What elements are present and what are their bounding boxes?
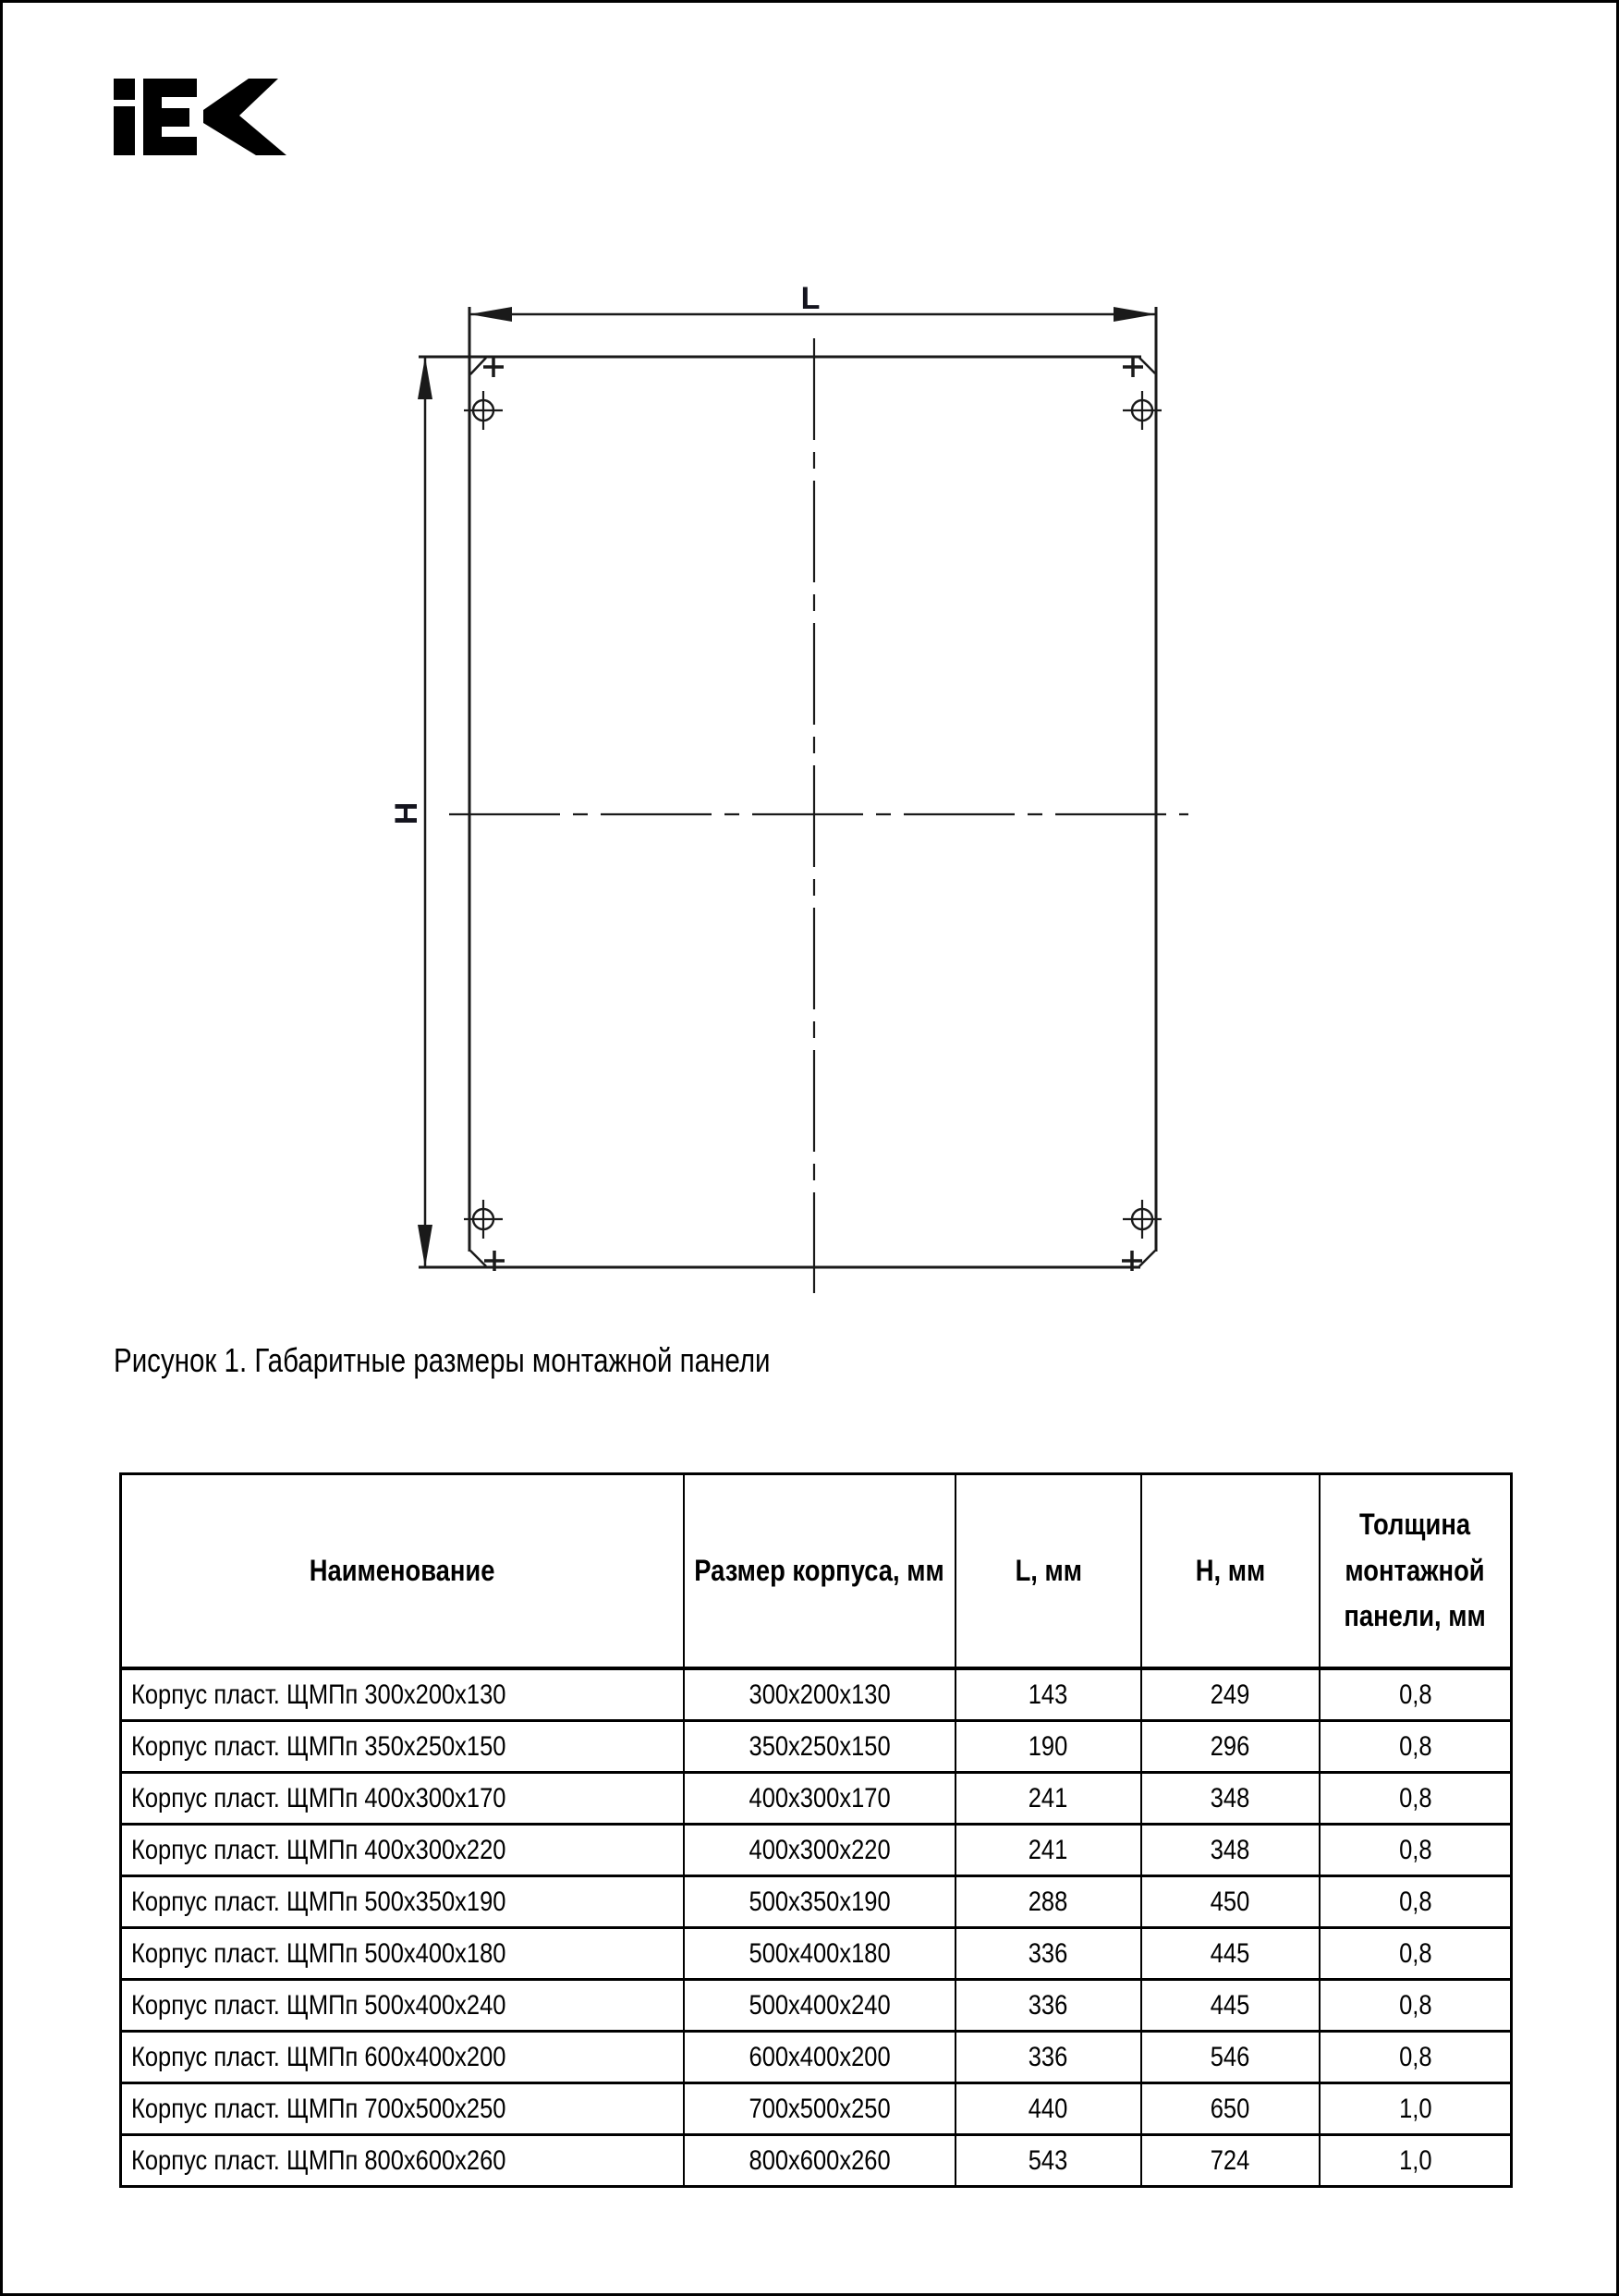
cell-text: 500х350х190 bbox=[749, 1886, 891, 1917]
cell-value bbox=[1141, 1980, 1320, 2032]
cell-product-name bbox=[121, 1928, 685, 1980]
cell-text: 543 bbox=[1029, 2144, 1068, 2176]
dim-arrow-left bbox=[469, 307, 512, 322]
cell-value bbox=[1320, 2083, 1512, 2135]
cell-text: 445 bbox=[1211, 1937, 1250, 1969]
corner-chamfer bbox=[470, 1251, 486, 1266]
cell-value bbox=[956, 1668, 1142, 1721]
cell-text: 249 bbox=[1211, 1679, 1250, 1710]
cell-text: 348 bbox=[1211, 1834, 1250, 1865]
cell-value bbox=[1141, 1928, 1320, 1980]
cell-text: 546 bbox=[1211, 2041, 1250, 2072]
cell-text: 348 bbox=[1211, 1782, 1250, 1814]
cell-text: Корпус пласт. ЩМПп 350х250х150 bbox=[131, 1730, 506, 1762]
table-row bbox=[121, 1773, 1512, 1825]
cell-text: 336 bbox=[1029, 1989, 1068, 2021]
cell-value bbox=[956, 1773, 1142, 1825]
cell-text: Корпус пласт. ЩМПп 500х350х190 bbox=[131, 1886, 506, 1917]
iek-logo-glyphs bbox=[114, 79, 286, 155]
cell-text: Корпус пласт. ЩМПп 400х300х170 bbox=[131, 1782, 506, 1814]
cell-value bbox=[956, 1980, 1142, 2032]
table-row bbox=[121, 2032, 1512, 2083]
cell-value bbox=[1320, 1721, 1512, 1773]
cell-text: 336 bbox=[1029, 2041, 1068, 2072]
cell-text: Корпус пласт. ЩМПп 300х200х130 bbox=[131, 1679, 506, 1710]
cell-value bbox=[1320, 1876, 1512, 1928]
cell-value bbox=[684, 1928, 955, 1980]
cell-value bbox=[1141, 2083, 1320, 2135]
cell-text: 0,8 bbox=[1398, 1886, 1432, 1917]
cell-value bbox=[1320, 1825, 1512, 1876]
col-header-size: Размер корпуса, мм bbox=[684, 1474, 955, 1669]
cell-text: 336 bbox=[1029, 1937, 1068, 1969]
cell-text: 241 bbox=[1029, 1834, 1068, 1865]
table-row bbox=[121, 1825, 1512, 1876]
cell-product-name bbox=[121, 1980, 685, 2032]
table-row bbox=[121, 1980, 1512, 2032]
cell-text: 350х250х150 bbox=[749, 1730, 891, 1762]
cell-value bbox=[684, 1876, 955, 1928]
dim-arrow-right bbox=[1114, 307, 1156, 322]
figure-caption-text: Рисунок 1. Габаритные размеры монтажной панели bbox=[114, 1341, 771, 1379]
cell-text: 143 bbox=[1029, 1679, 1068, 1710]
cell-value bbox=[1320, 2032, 1512, 2083]
table-row bbox=[121, 2135, 1512, 2187]
cell-value bbox=[1320, 1980, 1512, 2032]
cell-value bbox=[1141, 1721, 1320, 1773]
cell-value bbox=[684, 1980, 955, 2032]
cell-text: Корпус пласт. ЩМПп 500х400х180 bbox=[131, 1937, 506, 1969]
cell-text: Корпус пласт. ЩМПп 500х400х240 bbox=[131, 1989, 506, 2021]
table-header-row bbox=[121, 1474, 1512, 1669]
cell-text: 400х300х220 bbox=[749, 1834, 891, 1865]
cell-value bbox=[1141, 2032, 1320, 2083]
cell-value bbox=[1320, 2135, 1512, 2187]
cell-product-name bbox=[121, 1668, 685, 1721]
cell-value bbox=[956, 1928, 1142, 1980]
table-body bbox=[121, 1668, 1512, 2187]
cell-product-name bbox=[121, 1876, 685, 1928]
cell-product-name bbox=[121, 2083, 685, 2135]
cell-value bbox=[1141, 1876, 1320, 1928]
cell-text: 445 bbox=[1211, 1989, 1250, 2021]
cell-text: 0,8 bbox=[1398, 1989, 1432, 2021]
cell-text: 0,8 bbox=[1398, 1834, 1432, 1865]
col-header-thickness: Толщина монтажной панели, мм bbox=[1320, 1474, 1512, 1669]
cell-value bbox=[684, 1773, 955, 1825]
dim-arrow-up bbox=[418, 357, 432, 399]
col-header-l: L, мм bbox=[956, 1474, 1142, 1669]
cell-text: 300х200х130 bbox=[749, 1679, 891, 1710]
cell-value bbox=[1320, 1773, 1512, 1825]
cell-value bbox=[956, 1825, 1142, 1876]
cell-text: 1,0 bbox=[1398, 2093, 1432, 2124]
cell-value bbox=[684, 2135, 955, 2187]
cell-value bbox=[956, 2083, 1142, 2135]
table-row bbox=[121, 1668, 1512, 1721]
cell-value bbox=[684, 2083, 955, 2135]
panel-dimension-drawing bbox=[372, 280, 1223, 1306]
cell-text: 724 bbox=[1211, 2144, 1250, 2176]
cell-product-name bbox=[121, 2032, 685, 2083]
col-header-h: Н, мм bbox=[1141, 1474, 1320, 1669]
cell-text: 450 bbox=[1211, 1886, 1250, 1917]
spec-table bbox=[119, 1472, 1513, 2188]
dim-arrow-down bbox=[418, 1225, 432, 1267]
cell-text: 500х400х180 bbox=[749, 1937, 891, 1969]
cell-value bbox=[956, 2135, 1142, 2187]
cell-text: 650 bbox=[1211, 2093, 1250, 2124]
cell-text: 1,0 bbox=[1398, 2144, 1432, 2176]
cell-value bbox=[684, 1825, 955, 1876]
cell-value bbox=[684, 1721, 955, 1773]
corner-chamfer bbox=[1139, 1251, 1155, 1266]
cell-text: 0,8 bbox=[1398, 1937, 1432, 1969]
table-row bbox=[121, 1928, 1512, 1980]
cell-value bbox=[1141, 1825, 1320, 1876]
cell-value bbox=[1320, 1668, 1512, 1721]
cell-value bbox=[1141, 1668, 1320, 1721]
cell-product-name bbox=[121, 1825, 685, 1876]
cell-text: 700х500х250 bbox=[749, 2093, 891, 2124]
cell-text: 288 bbox=[1029, 1886, 1068, 1917]
cell-text: 800х600х260 bbox=[749, 2144, 891, 2176]
table-row bbox=[121, 2083, 1512, 2135]
dim-height-label: H bbox=[389, 801, 424, 825]
cell-value bbox=[684, 2032, 955, 2083]
iek-logo bbox=[114, 79, 286, 155]
cell-text: 500х400х240 bbox=[749, 1989, 891, 2021]
col-header-name: Наименование bbox=[121, 1474, 685, 1669]
corner-plus-mark bbox=[483, 357, 504, 377]
cell-text: 440 bbox=[1029, 2093, 1068, 2124]
cell-text: Корпус пласт. ЩМПп 700х500х250 bbox=[131, 2093, 506, 2124]
cell-product-name bbox=[121, 1721, 685, 1773]
cell-text: 0,8 bbox=[1398, 1730, 1432, 1762]
cell-product-name bbox=[121, 1773, 685, 1825]
cell-value bbox=[1141, 2135, 1320, 2187]
cell-value bbox=[956, 1721, 1142, 1773]
cell-value bbox=[1141, 1773, 1320, 1825]
table-row bbox=[121, 1876, 1512, 1928]
cell-text: 241 bbox=[1029, 1782, 1068, 1814]
cell-text: 296 bbox=[1211, 1730, 1250, 1762]
cell-value bbox=[1320, 1928, 1512, 1980]
cell-value bbox=[956, 1876, 1142, 1928]
cell-text: 0,8 bbox=[1398, 1782, 1432, 1814]
cell-text: Корпус пласт. ЩМПп 800х600х260 bbox=[131, 2144, 506, 2176]
cell-text: 0,8 bbox=[1398, 2041, 1432, 2072]
cell-text: 0,8 bbox=[1398, 1679, 1432, 1710]
cell-text: 400х300х170 bbox=[749, 1782, 891, 1814]
figure-caption bbox=[114, 1341, 915, 1380]
cell-text: Корпус пласт. ЩМПп 400х300х220 bbox=[131, 1834, 506, 1865]
cell-value bbox=[684, 1668, 955, 1721]
cell-text: Корпус пласт. ЩМПп 600х400х200 bbox=[131, 2041, 506, 2072]
table-row bbox=[121, 1721, 1512, 1773]
cell-text: 600х400х200 bbox=[749, 2041, 891, 2072]
dim-length-label: L bbox=[800, 281, 821, 316]
cell-value bbox=[956, 2032, 1142, 2083]
cell-text: 190 bbox=[1029, 1730, 1068, 1762]
cell-product-name bbox=[121, 2135, 685, 2187]
